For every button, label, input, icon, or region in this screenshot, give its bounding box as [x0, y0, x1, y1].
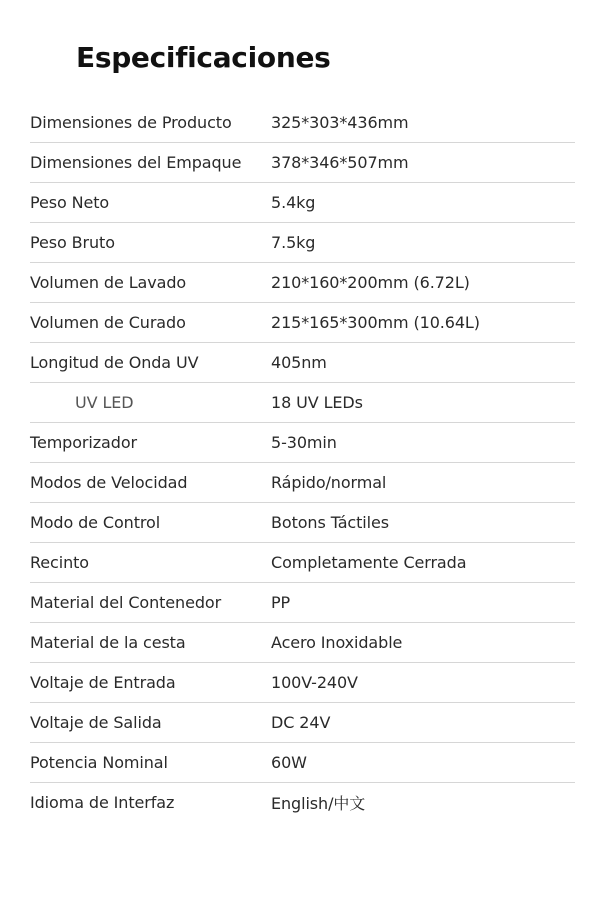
spec-row-rated-power — [30, 743, 575, 783]
spec-value: 378*346*507mm — [271, 153, 409, 172]
spec-label: Volumen de Curado — [30, 313, 186, 332]
spec-row-uv-wavelength — [30, 343, 575, 383]
page-title: Especificaciones — [76, 41, 331, 74]
spec-row-basket-material — [30, 623, 575, 663]
spec-value: Rápido/normal — [271, 473, 387, 492]
spec-value: 7.5kg — [271, 233, 316, 252]
spec-value: Completamente Cerrada — [271, 553, 467, 572]
spec-value: 210*160*200mm (6.72L) — [271, 273, 470, 292]
spec-row-input-voltage — [30, 663, 575, 703]
spec-label: Recinto — [30, 553, 89, 572]
spec-value: 405nm — [271, 353, 327, 372]
spec-label: Potencia Nominal — [30, 753, 168, 772]
spec-value: Botons Táctiles — [271, 513, 389, 532]
spec-label: Material de la cesta — [30, 633, 186, 652]
spec-value: PP — [271, 593, 291, 612]
spec-value: English/中文 — [271, 794, 366, 813]
spec-value: 18 UV LEDs — [271, 393, 363, 412]
spec-row-uv-led — [30, 383, 575, 423]
spec-label: Longitud de Onda UV — [30, 353, 199, 372]
spec-label: Peso Neto — [30, 193, 110, 212]
spec-row-speed-modes — [30, 463, 575, 503]
spec-row-product-dimensions — [30, 103, 575, 143]
spec-label: Modo de Control — [30, 513, 161, 532]
spec-value: 325*303*436mm — [271, 113, 409, 132]
spec-row-interface-language — [30, 783, 575, 822]
spec-label: Dimensiones de Producto — [30, 113, 232, 132]
spec-label: Modos de Velocidad — [30, 473, 188, 492]
spec-row-control-mode — [30, 503, 575, 543]
spec-row-package-dimensions — [30, 143, 575, 183]
spec-row-wash-volume — [30, 263, 575, 303]
spec-value: 60W — [271, 753, 307, 772]
spec-row-cure-volume — [30, 303, 575, 343]
spec-value: 5.4kg — [271, 193, 316, 212]
spec-label: Temporizador — [30, 433, 137, 452]
spec-label: Volumen de Lavado — [30, 273, 187, 292]
spec-value: 5-30min — [271, 433, 337, 452]
spec-label: Material del Contenedor — [30, 593, 222, 612]
spec-row-gross-weight — [30, 223, 575, 263]
spec-label: Voltaje de Entrada — [30, 673, 176, 692]
spec-value: Acero Inoxidable — [271, 633, 403, 652]
spec-value: 100V-240V — [271, 673, 358, 692]
spec-row-net-weight — [30, 183, 575, 223]
spec-value: 215*165*300mm (10.64L) — [271, 313, 480, 332]
spec-label: UV LED — [75, 393, 134, 412]
spec-value: DC 24V — [271, 713, 331, 732]
spec-row-container-material — [30, 583, 575, 623]
spec-row-timer — [30, 423, 575, 463]
spec-row-output-voltage — [30, 703, 575, 743]
spec-label: Peso Bruto — [30, 233, 115, 252]
spec-label: Voltaje de Salida — [30, 713, 162, 732]
spec-label: Dimensiones del Empaque — [30, 153, 242, 172]
spec-row-enclosure — [30, 543, 575, 583]
spec-label: Idioma de Interfaz — [30, 793, 175, 812]
spec-table — [30, 103, 575, 822]
